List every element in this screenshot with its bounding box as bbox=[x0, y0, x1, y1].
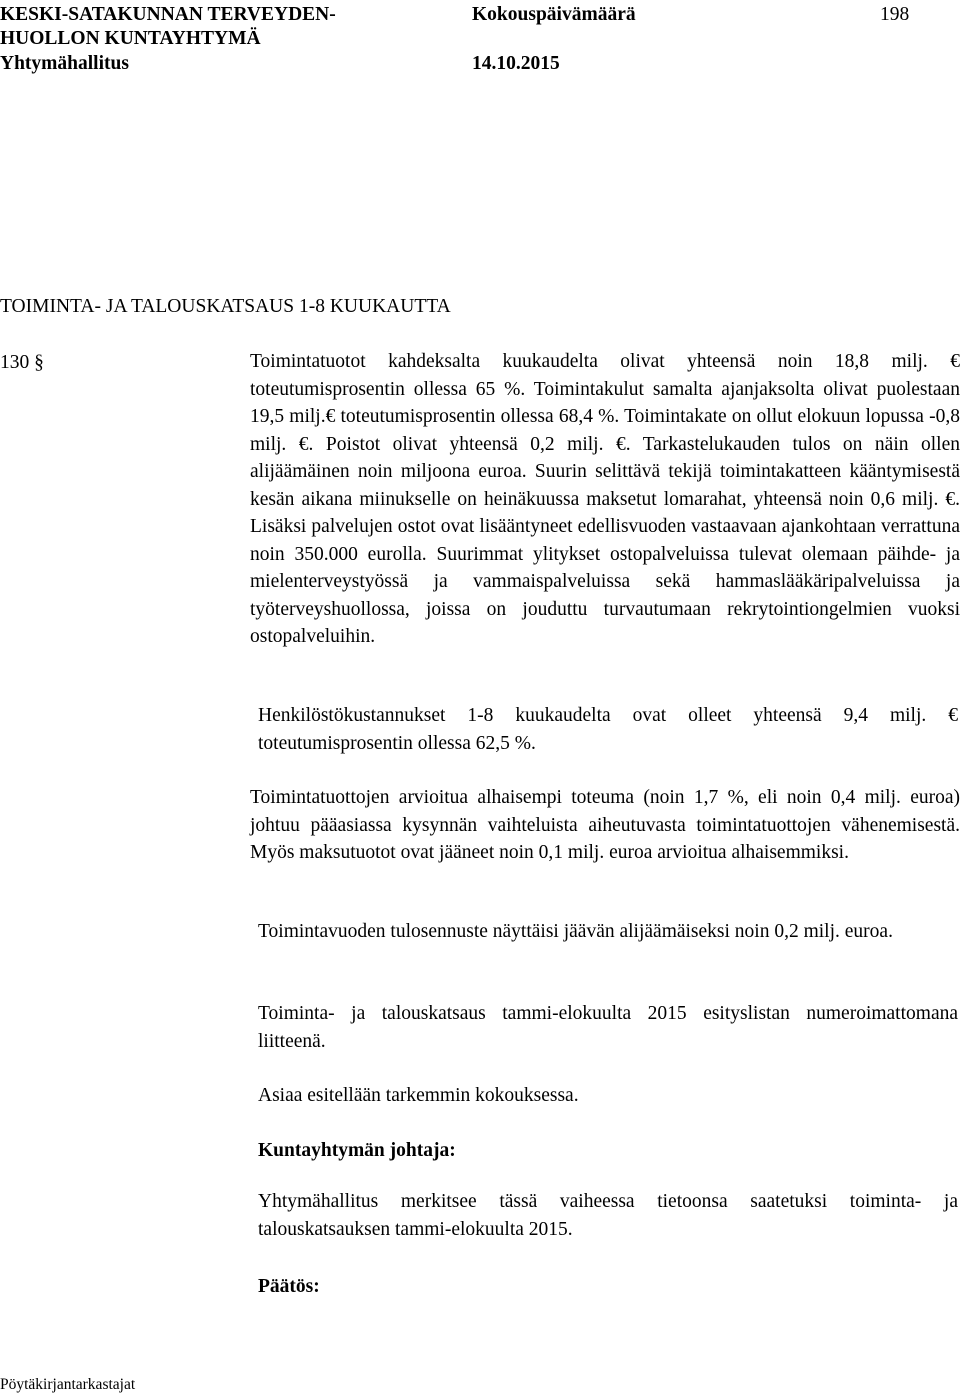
section-title: TOIMINTA- JA TALOUSKATSAUS 1-8 KUUKAUTTA bbox=[0, 296, 451, 317]
proposal-text: Yhtymähallitus merkitsee tässä vaiheessa tietoonsa saatetuksi toiminta- ja talouskatsauksen tammi-elokuulta 2015. bbox=[258, 1191, 958, 1240]
proposal-heading: Kuntayhtymän johtaja: bbox=[258, 1140, 456, 1161]
organization-name-line2: HUOLLON KUNTAYHTYMÄ bbox=[0, 28, 261, 49]
paragraph-attachment: Toiminta- ja talouskatsaus tammi-elokuulta 2015 esityslistan numeroimattomana liitteenä. bbox=[258, 1003, 958, 1052]
paragraph-personnel-costs: Henkilöstökustannukset 1-8 kuukaudelta ovat olleet yhteensä 9,4 milj. € toteutumisprosentin ollessa 62,5 %. bbox=[258, 705, 958, 754]
organization-name-line1: KESKI-SATAKUNNAN TERVEYDEN- bbox=[0, 4, 336, 25]
paragraph-presentation: Asiaa esitellään tarkemmin kokouksessa. bbox=[258, 1085, 579, 1106]
section-number: 130 § bbox=[0, 352, 44, 373]
decision-heading: Päätös: bbox=[258, 1276, 320, 1297]
page-number: 198 bbox=[880, 4, 910, 25]
meeting-date: 14.10.2015 bbox=[472, 53, 560, 74]
paragraph-financial-summary: Toimintatuotot kahdeksalta kuukaudelta olivat yhteensä noin 18,8 milj. € toteutumisprosentin ollessa 65 %. Toimintakulut samalta ajanjaksolta olivat puolestaan 19,5 milj.€ toteutumisprosentin ollessa 68,4 %. Toimintakate on ollut elokuun lopussa -0,8 milj. €. Poistot olivat yhteensä 0,2 milj. €. Tarkastelukauden tulos on näin ollen alijäämäinen noin miljoona euroa. Suurin selittävä tekijä toimintakatteen kääntymisestä kesän aikana miinukselle on heinäkuussa maksetut lomarahat, yhteensä noin 0,6 milj. €. Lisäksi palvelujen ostot ovat lisääntyneet edellisvuoden vastaavaan ajankohtaan verrattuna noin 350.000 eurolla. Suurimmat ylitykset ostopalveluissa tulevat olemaan päihde- ja mielenterveystyössä ja vammaispalveluissa sekä hammaslääkäripalveluissa ja työterveyshuollossa, joissa on jouduttu turvautumaan rekrytointiongelmien vuoksi ostopalveluihin. bbox=[250, 351, 960, 647]
paragraph-forecast: Toimintavuoden tulosennuste näyttäisi jäävän alijäämäiseksi noin 0,2 milj. euroa. bbox=[258, 921, 893, 942]
meeting-date-label: Kokouspäivämäärä bbox=[472, 4, 636, 25]
footer-minutes-reviewers: Pöytäkirjantarkastajat bbox=[0, 1376, 136, 1393]
paragraph-revenue-shortfall: Toimintatuottojen arvioitua alhaisempi toteuma (noin 1,7 %, eli noin 0,4 milj. euroa) johtuu pääasiassa kysynnän vaihteluista aiheutuvasta toimintatuottojen vähenemisestä. Myös maksutuotot ovat jääneet noin 0,1 milj. euroa arvioitua alhaisemmiksi. bbox=[250, 787, 960, 863]
governing-body: Yhtymähallitus bbox=[0, 53, 129, 74]
